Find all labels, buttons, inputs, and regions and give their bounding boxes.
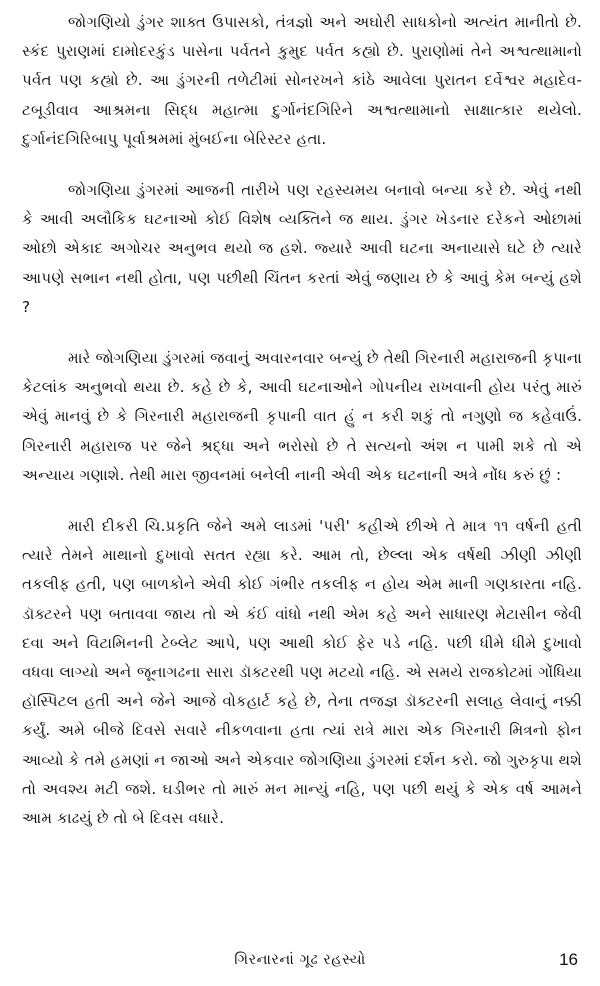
paragraph: મારે જોગણિયા ડુંગરમાં જવાનું અવારનવાર બન્યું છે તેથી ગિરનારી મહારાજની કૃપાના કેટલાંક અનુભવો થયા છે. કહે છે કે, આવી ઘટનાઓને ગોપનીય રાખવાની હોય પરંતુ મારું એવું માનવું છે કે ગિરનારી મહારાજની કૃપાની વાત હું ન કરી શકું તો નગુણો જ કહેવાઉં. ગિરનારી મહારાજ પર જેને શ્રદ્ધા અને ભરોસો છે તે સત્યનો અંશ ન પામી શકે તો એ અન્યાય ગણાશે. તેથી મારા જીવનમાં બનેલી નાની એવી એક ઘટનાની અત્રે નોંધ કરું છું :	[22, 349, 582, 484]
paragraph: જોગણિયા ડુંગરમાં આજની તારીખે પણ રહસ્યમય બનાવો બન્યા કરે છે. એવું નથી કે આવી અલૌકિક ઘટનાઓ કોઈ વિશેષ વ્યક્તિને જ થાય. ડુંગર ખેડનાર દરેકને ઓછામાં ઓછો એકાદ અગોચર અનુભવ થયો જ હશે. જ્યારે આવી ઘટના અનાયાસે ઘટે છે ત્યારે આપણે સભાન નથી હોતા, પણ પછીથી ચિંતન કરતાં એવું જણાય છે કે આવું કેમ બન્યું હશે ?	[22, 181, 582, 316]
body-text	[22, 8, 582, 855]
book-title: ગિરનારનાં ગૂઢ રહસ્યો	[234, 952, 366, 968]
page-footer	[0, 948, 600, 980]
paragraph: જોગણિયો ડુંગર શાક્ત ઉપાસકો, તંત્રજ્ઞો અને અઘોરી સાધકોનો અત્યંત માનીતો છે. સ્કંદ પુરાણમાં દામોદરકુંડ પાસેના પર્વતને કુમુદ પર્વત કહ્યો છે. પુરાણોમાં તેને અશ્વત્થામાનો પર્વત પણ કહ્યો છે. આ ડુંગરની તળેટીમાં સોનરખને કાંઠે આવેલા પુરાતન દર્વેશ્વર મહાદેવ-ટબૂડીવાવ આશ્રમના સિદ્ધ મહાત્મા દુર્ગાનંદગિરિને અશ્વત્થામાનો સાક્ષાત્કાર થયેલો. દુર્ગાનંદગિરિબાપુ પૂર્વાશ્રમમાં મુંબઈના બેરિસ્ટર હતા.	[22, 13, 582, 148]
page-number: 16	[559, 950, 578, 969]
paragraph: મારી દીકરી ચિ.પ્રકૃતિ જેને અમે લાડમાં 'પરી' કહીએ છીએ તે માત્ર ૧૧ વર્ષની હતી ત્યારે તેમને માથાનો દુખાવો સતત રહ્યા કરે. આમ તો, છેલ્લા એક વર્ષથી ઝીણી ઝીણી તકલીફ હતી, પણ બાળકોને એવી કોઈ ગંભીર તકલીફ ન હોય એમ માની ગણકારતા નહિ. ડૉક્ટરને પણ બતાવવા જાય તો એ કંઈ વાંધો નથી એમ કહે અને સાધારણ મેટાસીન જેવી દવા અને વિટામિનની ટેબ્લેટ આપે, પણ આથી કોઈ ફેર પડે નહિ. પછી ધીમે ધીમે દુખાવો વધવા લાગ્યો અને જૂનાગઢના સારા ડૉક્ટરથી પણ મટયો નહિ. એ સમયે રાજકોટમાં ગોંધિયા હૉસ્પિટલ હતી અને જેને આજે વોકહાર્ટ કહે છે, તેના તજજ્ઞ ડૉક્ટરની સલાહ લેવાનું નક્કી કર્યું. અમે બીજે દિવસે સવારે નીકળવાના હતા ત્યાં રાત્રે મારા એક ગિરનારી મિત્રનો ફોન આવ્યો કે તમે હમણાં ન જાઓ અને એકવાર જોગણિયા ડુંગરમાં દર્શન કરો. જો ગુરુકૃપા થશે તો અવશ્ય મટી જશે. ઘડીભર તો મારું મન માન્યું નહિ, પણ પછી થયું કે એક વર્ષ આમને આમ કાઢયું છે તો બે દિવસ વધારે.	[22, 517, 582, 828]
